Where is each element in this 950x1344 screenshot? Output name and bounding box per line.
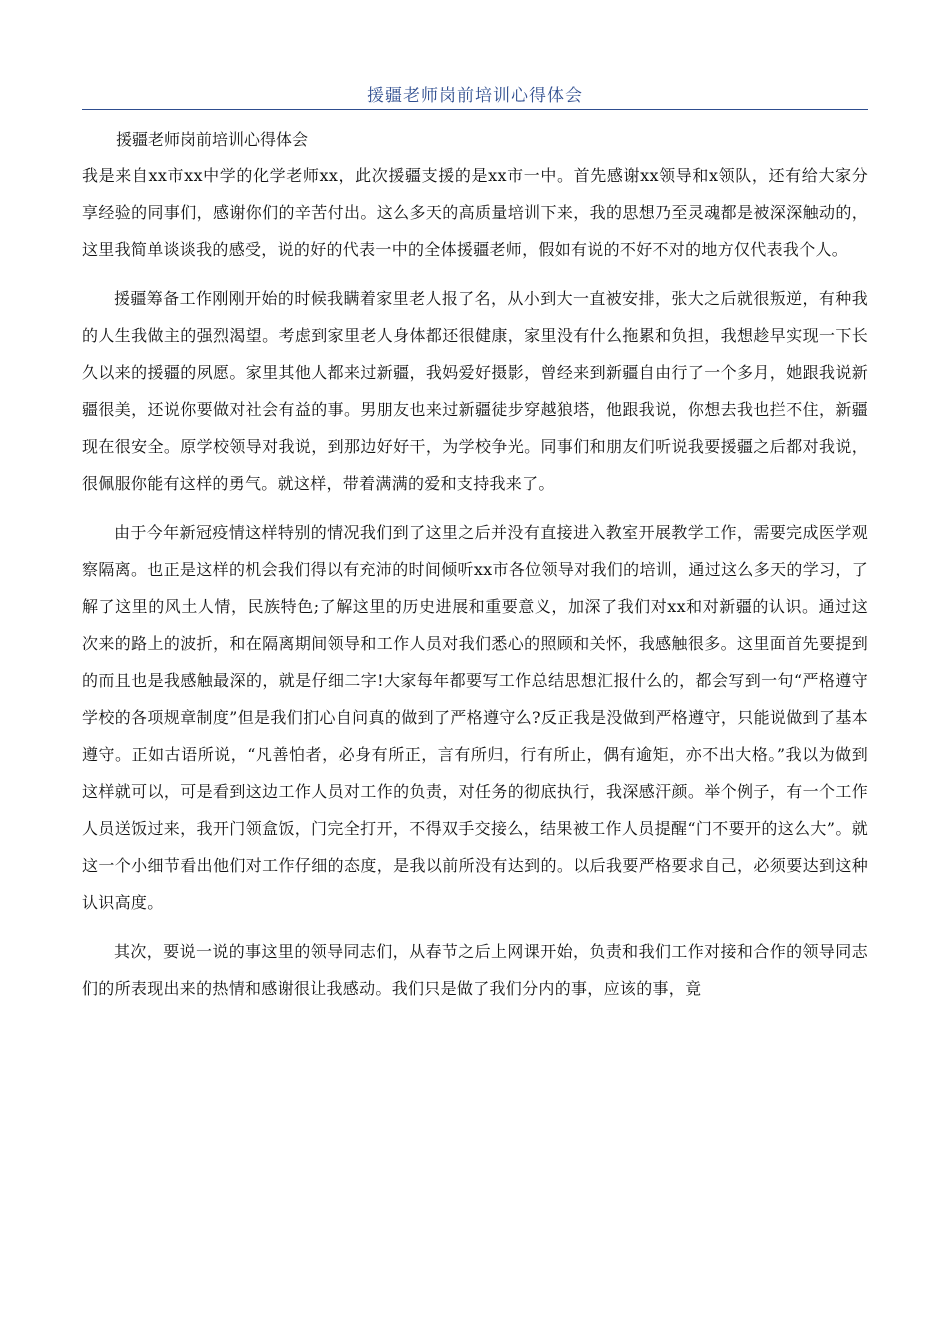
paragraph-training: 由于今年新冠疫情这样特别的情况我们到了这里之后并没有直接进入教室开展教学工作，需要完成医学观察隔离。也正是这样的机会我们得以有充沛的时间倾听xx市各位领导对我们的培训，通过这么多天的学习，了解了这里的风土人情，民族特色;了解这里的历史进展和重要意义，加深了我们对xx和对新疆的认识。通过这次来的路上的波折，和在隔离期间领导和工作人员对我们悉心的照顾和关怀，我感触很多。这里面首先要提到的而且也是我感触最深的，就是仔细二字!大家每年都要写工作总结思想汇报什么的，都会写到一句“严格遵守学校的各项规章制度”但是我们扪心自问真的做到了严格遵守么?反正我是没做到严格遵守，只能说做到了基本遵守。正如古语所说，“凡善怕者，必身有所正，言有所归，行有所止，偶有逾矩，亦不出大格。”我以为做到这样就可以，可是看到这边工作人员对工作的负责，对任务的彻底执行，我深感汗颜。举个例子，有一个工作人员送饭过来，我开门领盒饭，门完全打开，不得双手交接么，结果被工作人员提醒“门不要开的这么大”。就这一个小细节看出他们对工作仔细的态度，是我以前所没有达到的。以后我要严格要求自己，必须要达到这种认识高度。	[82, 523, 868, 912]
page-header-title: 援疆老师岗前培训心得体会	[367, 86, 583, 106]
paragraph-leaders: 其次，要说一说的事这里的领导同志们，从春节之后上网课开始，负责和我们工作对接和合作的领导同志们的所表现出来的热情和感谢很让我感动。我们只是做了我们分内的事，应该的事，竟	[82, 942, 868, 998]
paragraph-motivation: 援疆筹备工作刚刚开始的时候我瞒着家里老人报了名，从小到大一直被安排，张大之后就很叛逆，有种我的人生我做主的强烈渴望。考虑到家里老人身体都还很健康，家里没有什么拖累和负担，我想趁早实现一下长久以来的援疆的夙愿。家里其他人都来过新疆，我妈爱好摄影，曾经来到新疆自由行了一个多月，她跟我说新疆很美，还说你要做对社会有益的事。男朋友也来过新疆徒步穿越狼塔，他跟我说，你想去我也拦不住，新疆现在很安全。原学校领导对我说，到那边好好干，为学校争光。同事们和朋友们听说我要援疆之后都对我说，很佩服你能有这样的勇气。就这样，带着满满的爱和支持我来了。	[82, 289, 868, 493]
header-divider	[82, 109, 868, 110]
document-heading: 援疆老师岗前培训心得体会	[116, 130, 309, 149]
paragraph-intro: 我是来自xx市xx中学的化学老师xx，此次援疆支援的是xx市一中。首先感谢xx领导和x领队，还有给大家分享经验的同事们，感谢你们的辛苦付出。这么多天的高质量培训下来，我的思想乃至灵魂都是被深深触动的，这里我简单谈谈我的感受，说的好的代表一中的全体援疆老师，假如有说的不好不对的地方仅代表我个人。	[82, 166, 868, 259]
document-body	[82, 123, 868, 1019]
